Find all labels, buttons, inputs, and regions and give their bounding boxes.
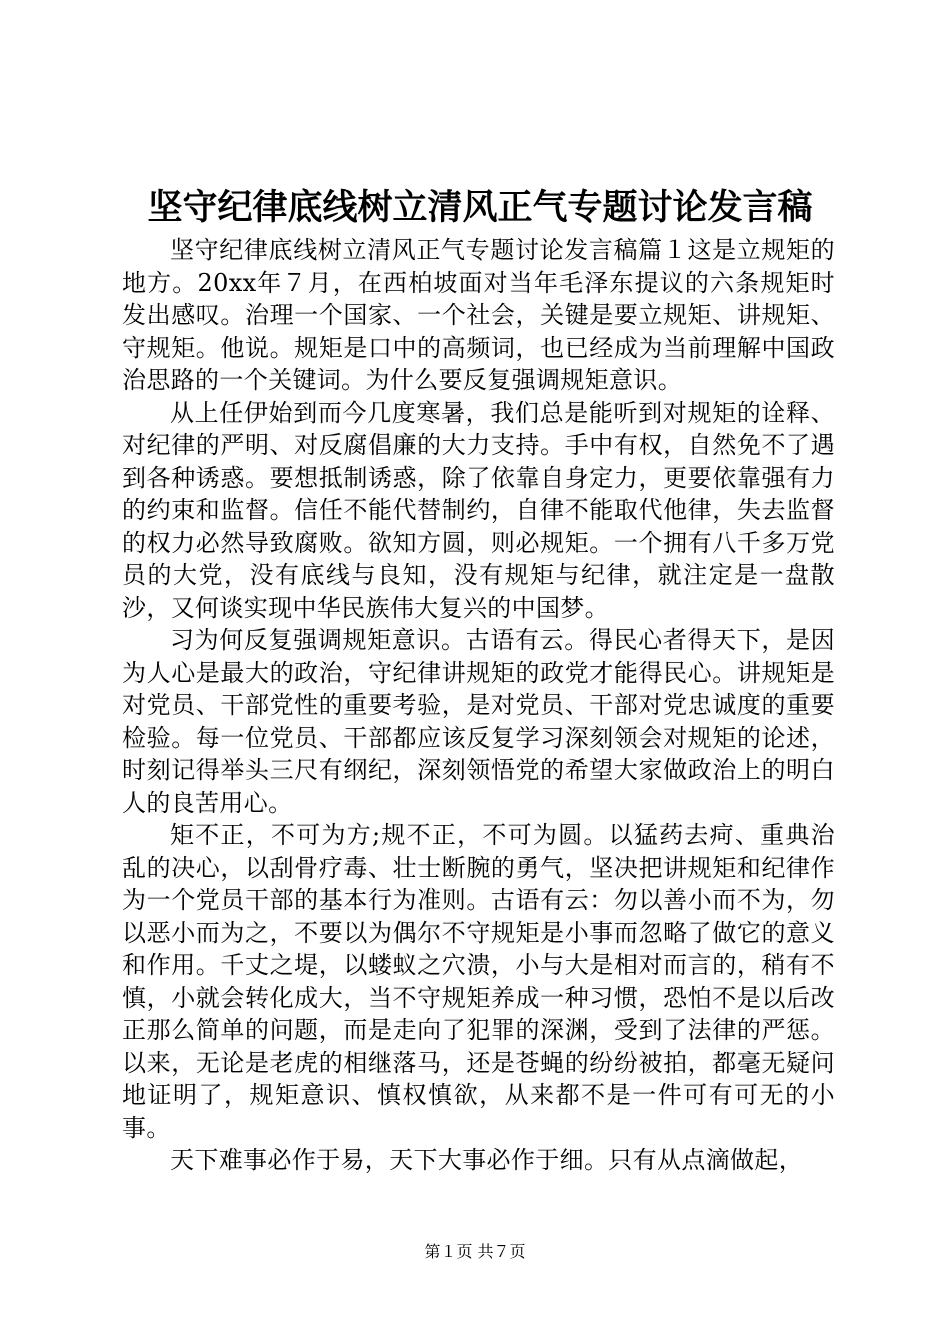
paragraph-5: 天下难事必作于易，天下大事必作于细。只有从点滴做起， bbox=[170, 1146, 804, 1174]
page-number-footer: 第１页 共７页 bbox=[424, 1242, 526, 1261]
document-body bbox=[122, 234, 835, 1177]
paragraph-1: 坚守纪律底线树立清风正气专题讨论发言稿篇１这是立规矩的地方。20xx年７月，在西柏坡面对当年毛泽东提议的六条规矩时发出感叹。治理一个国家、一个社会，关键是要立规矩、讲规矩、守规矩。他说。规矩是口中的高频词，也已经成为当前理解中国政治思路的一个关键词。为什么要反复强调规矩意识。 bbox=[122, 236, 835, 394]
paragraph-3: 习为何反复强调规矩意识。古语有云。得民心者得天下，是因为人心是最大的政治，守纪律讲规矩的政党才能得民心。讲规矩是对党员、干部党性的重要考验，是对党员、干部对党忠诚度的重要检验。每一位党员、干部都应该反复学习深刻领会对规矩的论述，时刻记得举头三尺有纲纪，深刻领悟党的希望大家做政治上的明白人的良苦用心。 bbox=[122, 626, 835, 817]
paragraph-4: 矩不正，不可为方;规不正，不可为圆。以猛药去疴、重典治乱的决心，以刮骨疗毒、壮士断腕的勇气，坚决把讲规矩和纪律作为一个党员干部的基本行为准则。古语有云：勿以善小而不为，勿以恶小而为之，不要以为偶尔不守规矩是小事而忽略了做它的意义和作用。千丈之堤，以蝼蚁之穴溃，小与大是相对而言的，稍有不慎，小就会转化成大，当不守规矩养成一种习惯，恐怕不是以后改正那么简单的问题，而是走向了犯罪的深渊，受到了法律的严惩。以来，无论是老虎的相继落马，还是苍蝇的纷纷被拍，都毫无疑问地证明了，规矩意识、慎权慎欲，从来都不是一件可有可无的小事。 bbox=[122, 821, 835, 1142]
document-title: 坚守纪律底线树立清风正气专题讨论发言稿 bbox=[147, 187, 813, 228]
paragraph-2: 从上任伊始到而今几度寒暑，我们总是能听到对规矩的诠释、对纪律的严明、对反腐倡廉的大力支持。手中有权，自然免不了遇到各种诱惑。要想抵制诱惑，除了依靠自身定力，更要依靠强有力的约束和监督。信任不能代替制约，自律不能取代他律，失去监督的权力必然导致腐败。欲知方圆，则必规矩。一个拥有八千多万党员的大党，没有底线与良知，没有规矩与纪律，就注定是一盘散沙，又何谈实现中华民族伟大复兴的中国梦。 bbox=[122, 398, 835, 622]
